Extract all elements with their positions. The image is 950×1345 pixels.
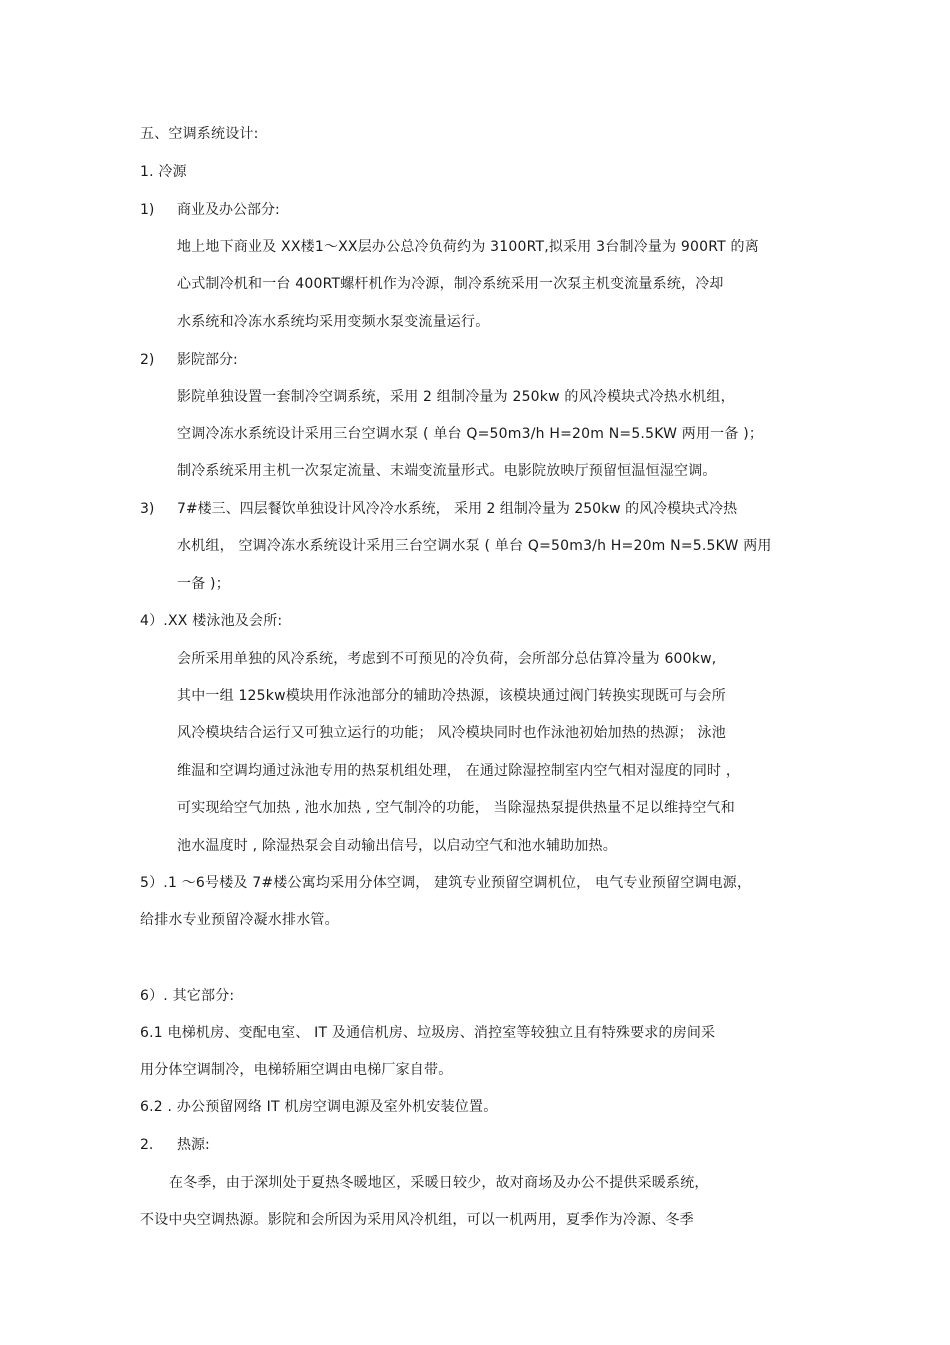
paragraph-line: 维温和空调均通过泳池专用的热泵机组处理， 在通过除湿控制室内空气相对湿度的同时 ， bbox=[177, 763, 741, 779]
paragraph-line: 7#楼三、四层餐饮单独设计风冷冷水系统， 采用 2 组制冷量为 250kw 的风冷模块式冷热 bbox=[177, 501, 738, 517]
item-title: 4）.XX 楼泳池及会所: bbox=[140, 613, 283, 629]
paragraph-line: 给排水专业预留冷凝水排水管。 bbox=[140, 912, 339, 928]
paragraph-line: 不设中央空调热源。影院和会所因为采用风冷机组，可以一机两用，夏季作为冷源、冬季 bbox=[140, 1212, 694, 1228]
paragraph-line: 在冬季，由于深圳处于夏热冬暖地区，采暖日较少，故对商场及办公不提供采暖系统， bbox=[169, 1175, 709, 1191]
paragraph-line: 5）.1 ～6号楼及 7#楼公寓均采用分体空调， 建筑专业预留空调机位， 电气专业预留空调电源， bbox=[140, 875, 752, 891]
paragraph-line: 影院单独设置一套制冷空调系统，采用 2 组制冷量为 250kw 的风冷模块式冷热水机组， bbox=[177, 389, 735, 405]
paragraph-line: 6.1 电梯机房、变配电室、 IT 及通信机房、垃圾房、消控室等较独立且有特殊要求的房间采 bbox=[140, 1025, 716, 1041]
paragraph-line: 其中一组 125kw模块用作泳池部分的辅助冷热源，该模块通过阀门转换实现既可与会所 bbox=[177, 688, 726, 704]
paragraph-line: 可实现给空气加热 , 池水加热 , 空气制冷的功能， 当除湿热泵提供热量不足以维持空气和 bbox=[177, 800, 735, 816]
paragraph-line: 心式制冷机和一台 400RT螺杆机作为冷源，制冷系统采用一次泵主机变流量系统，冷却 bbox=[177, 276, 724, 292]
item-number: 2. bbox=[140, 1137, 154, 1153]
item-title: 6）. 其它部分: bbox=[140, 988, 235, 1004]
item-number: 2) bbox=[140, 352, 155, 368]
paragraph-line: 风冷模块结合运行又可独立运行的功能； 风冷模块同时也作泳池初始加热的热源； 泳池 bbox=[177, 725, 726, 741]
item-title: 影院部分: bbox=[177, 352, 238, 368]
item-title: 商业及办公部分: bbox=[177, 202, 280, 218]
paragraph-line: 一备 )； bbox=[177, 576, 230, 592]
item-number: 3) bbox=[140, 501, 155, 517]
item-number: 1) bbox=[140, 202, 155, 218]
paragraph-line: 地上地下商业及 XX楼1～XX层办公总冷负荷约为 3100RT,拟采用 3台制冷量为 900RT 的离 bbox=[177, 239, 759, 255]
section-heading: 五、空调系统设计: bbox=[140, 126, 259, 142]
paragraph-line: 池水温度时 , 除湿热泵会自动输出信号，以启动空气和池水辅助加热。 bbox=[177, 838, 617, 854]
paragraph-line: 制冷系统采用主机一次泵定流量、末端变流量形式。电影院放映厅预留恒温恒湿空调。 bbox=[177, 463, 717, 479]
paragraph-line: 空调冷冻水系统设计采用三台空调水泵 ( 单台 Q=50m3/h H=20m N=5.5KW 两用一备 )； bbox=[177, 426, 764, 442]
paragraph-line: 水系统和冷冻水系统均采用变频水泵变流量运行。 bbox=[177, 314, 490, 330]
paragraph-line: 会所采用单独的风冷系统，考虑到不可预见的冷负荷，会所部分总估算冷量为 600kw, bbox=[177, 651, 717, 667]
item-title: 热源: bbox=[177, 1137, 210, 1153]
paragraph-line: 用分体空调制冷，电梯轿厢空调由电梯厂家自带。 bbox=[140, 1062, 453, 1078]
paragraph-line: 6.2 . 办公预留网络 IT 机房空调电源及室外机安装位置。 bbox=[140, 1099, 498, 1115]
cold-source-title: 1. 冷源 bbox=[140, 164, 187, 180]
paragraph-line: 水机组， 空调冷冻水系统设计采用三台空调水泵 ( 单台 Q=50m3/h H=20m N=5.5KW 两用 bbox=[177, 538, 772, 554]
